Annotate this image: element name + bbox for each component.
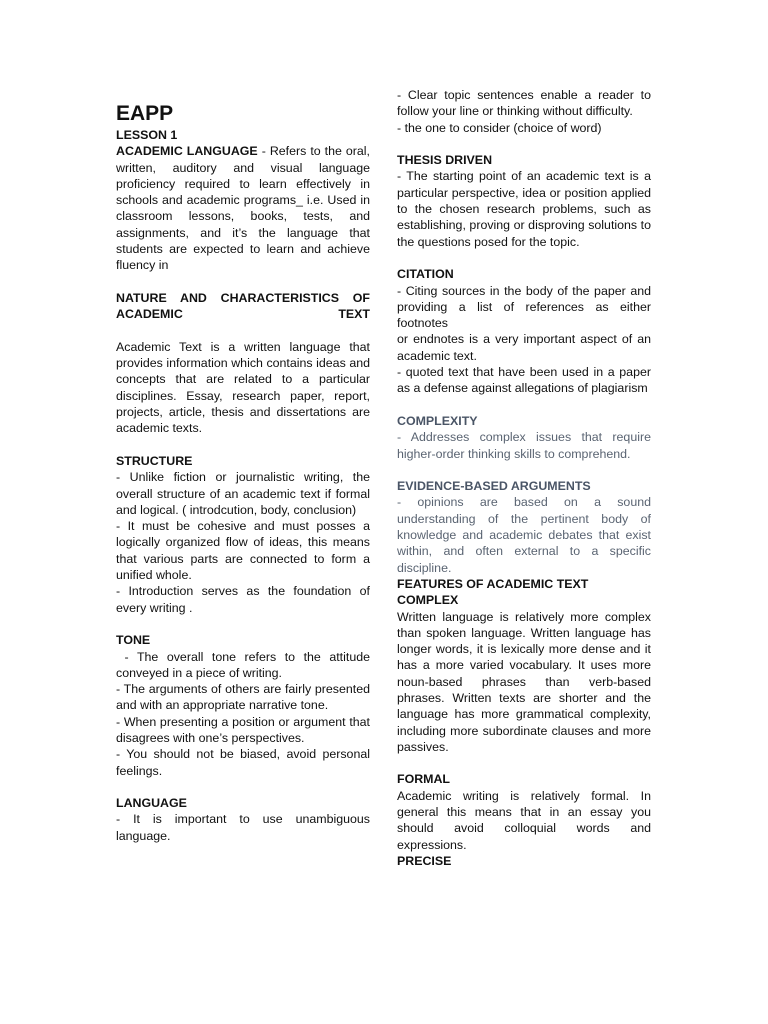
intro-item: - Clear topic sentences enable a reader to follow your line or thinking without difficulty. bbox=[397, 88, 651, 119]
language-heading: LANGUAGE bbox=[116, 796, 187, 811]
complex-body: Written language is relatively more complex than spoken language. Written language has longer words, it is lexically more dense and it has a more varied vocabulary. It uses more noun-based phrases than verb-based phrases. Written texts are shorter and the language has more grammatical complexity, including more subordinate clauses and more passives. bbox=[397, 609, 651, 754]
thesis-heading: THESIS DRIVEN bbox=[397, 153, 493, 168]
formal-body: Academic writing is relatively formal. In general this means that in an essay you should avoid colloquial words and expressions. bbox=[397, 788, 651, 852]
lesson-label: LESSON 1 bbox=[116, 128, 178, 142]
tone-heading: TONE bbox=[116, 633, 151, 648]
language-item: - It is important to use unambiguous language. bbox=[116, 812, 370, 843]
tone-item: - When presenting a position or argument that disagrees with one’s perspectives. bbox=[116, 714, 370, 745]
complexity-heading: COMPLEXITY bbox=[397, 413, 478, 428]
precise-heading: PRECISE bbox=[397, 853, 452, 868]
citation-item: - quoted text that have been used in a paper as a defense against allegations of plagiarism bbox=[397, 365, 651, 396]
intro-item: - the one to consider (choice of word) bbox=[397, 120, 602, 135]
document-title: EAPP bbox=[116, 102, 174, 125]
evidence-body: - opinions are based on a sound understanding of the pertinent body of knowledge and academic debates that exist within, and often external to a specific discipline. bbox=[397, 495, 651, 575]
structure-item: - Introduction serves as the foundation of every writing . bbox=[116, 584, 370, 615]
features-heading: FEATURES OF ACADEMIC TEXT bbox=[397, 576, 589, 591]
academic-language-paragraph bbox=[116, 143, 370, 273]
tone-item: - You should not be biased, avoid personal feelings. bbox=[116, 747, 370, 778]
right-column bbox=[397, 87, 651, 869]
complex-heading: COMPLEX bbox=[397, 593, 459, 608]
structure-heading: STRUCTURE bbox=[116, 453, 193, 468]
evidence-heading: EVIDENCE-BASED ARGUMENTS bbox=[397, 479, 591, 494]
tone-item: - The overall tone refers to the attitude conveyed in a piece of writing. bbox=[116, 649, 374, 680]
structure-item: - It must be cohesive and must posses a logically organized flow of ideas, this means that various parts are connected to form a unified whole. bbox=[116, 519, 370, 583]
academic-language-definition: - Refers to the oral, written, auditory and visual language proficiency required to learn effectively in schools and academic programs_ i.e. Used in classroom lessons, books, tests, and assignments, and it’s the language that students are expected to learn and achieve fluency in bbox=[116, 144, 370, 273]
left-column bbox=[116, 101, 374, 844]
formal-heading: FORMAL bbox=[397, 772, 450, 787]
nature-heading: NATURE AND CHARACTERISTICS OF ACADEMIC TEXT bbox=[116, 290, 370, 322]
nature-body: Academic Text is a written language that provides information which contains ideas and concepts that are related to a particular disciplines. Essay, research paper, report, projects, article, thesis and dissertations are academic texts. bbox=[116, 339, 370, 436]
structure-item: - Unlike fiction or journalistic writing, the overall structure of an academic text if formal and logical. ( introdcution, body, conclusion) bbox=[116, 470, 370, 517]
citation-heading: CITATION bbox=[397, 267, 454, 282]
citation-item: or endnotes is a very important aspect of an academic text. bbox=[397, 332, 651, 363]
complexity-body: - Addresses complex issues that require higher-order thinking skills to comprehend. bbox=[397, 430, 651, 461]
tone-item: - The arguments of others are fairly presented and with an appropriate narrative tone. bbox=[116, 682, 370, 713]
academic-language-term: ACADEMIC LANGUAGE bbox=[116, 144, 258, 159]
citation-item: - Citing sources in the body of the paper and providing a list of references as either footnotes bbox=[397, 283, 651, 331]
thesis-body: - The starting point of an academic text is a particular perspective, idea or position applied to the chosen research problems, such as establishing, proving or disproving solutions to the questions posed for the topic. bbox=[397, 169, 651, 249]
